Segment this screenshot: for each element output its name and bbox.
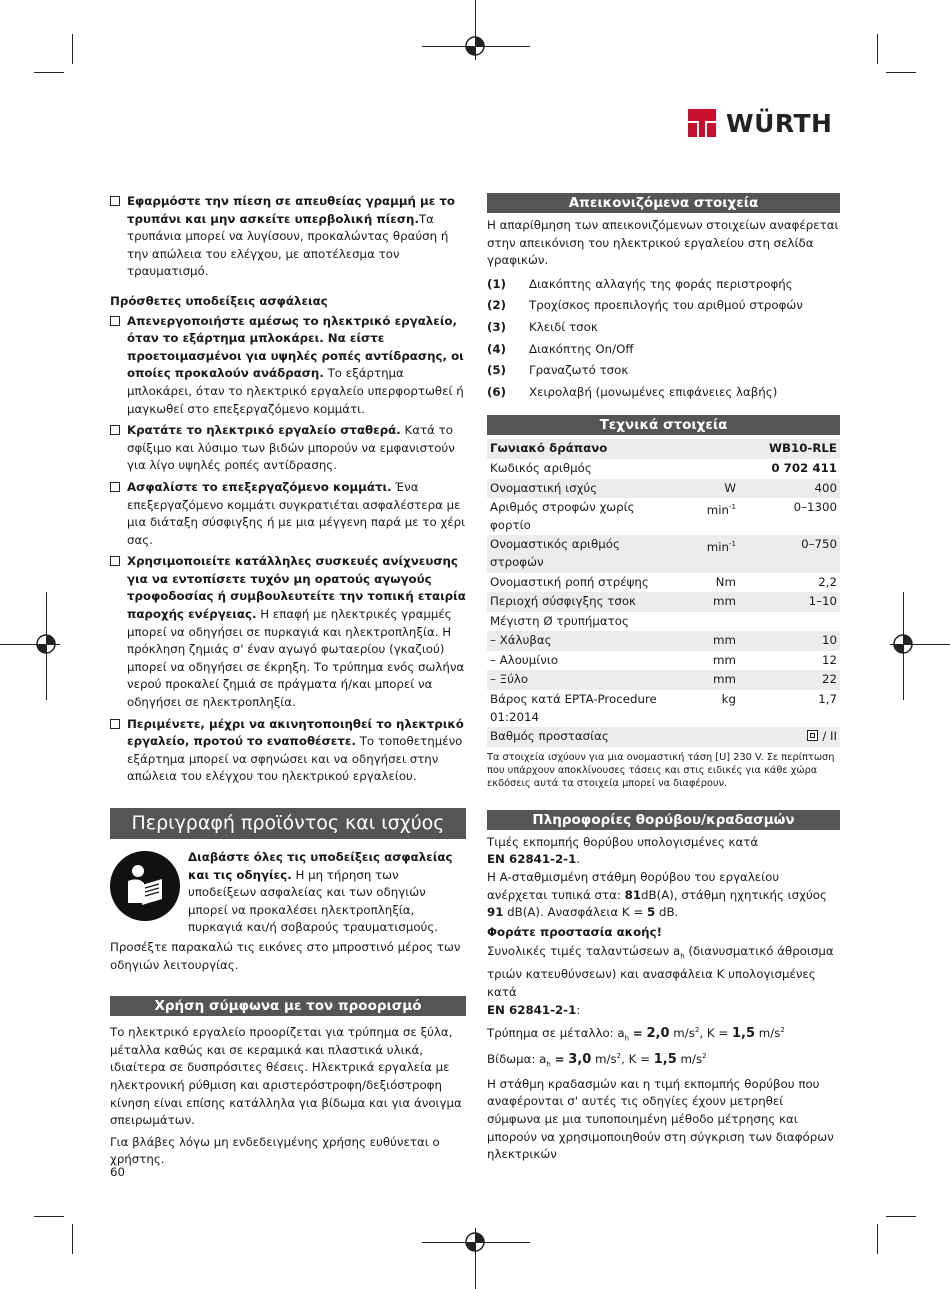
tech-label: Βαθμός προστασίας [487,727,673,747]
tech-unit: mm [673,631,739,651]
crop-mark [886,1216,916,1217]
table-row [487,670,840,690]
table-row [487,535,840,572]
read-instructions-block [110,849,466,937]
tech-label: Ονομαστική ροπή στρέψης [490,574,649,589]
paragraph: Το ηλεκτρικό εργαλείο προορίζεται για τρύπημα σε ξύλα, μέταλλα καθώς και σε κεραμικά και πλαστικά υλικά, ιδιαίτερα σε δυσπρόσιτες θέσεις. Ηλεκτρικά εργαλεία με ηλεκτρονική ρύθμιση και αριστερόστροφη/δεξιόστροφη κίνηση είναι επίσης κατάλληλα για βίδωμα και για άνοιγμα σπειρωμάτων. [110,1025,462,1128]
noise-text: dB. [655,905,679,920]
tech-unit: mm [713,652,736,667]
noise-lpa: 81 [624,887,642,902]
table-row [487,631,840,651]
bullet-bold-text: Εφαρμόστε την πίεση σε απευθείας γραμμή με το τρυπάνι και μην ασκείτε υπερβολική πίεση. [127,194,456,226]
tech-value: / II [739,727,840,747]
checkbox-bullet-icon [110,719,120,729]
page-number: 60 [110,1165,126,1179]
tech-unit: mm [673,592,739,612]
crop-mark [72,1224,73,1254]
item-label: Διακόπτης On/Off [529,341,634,356]
tech-label: Κωδικός αριθμός [490,460,592,475]
tech-value: 2,2 [818,574,837,589]
list-item [487,274,840,296]
bullet-text: Η επαφή με ηλεκτρικές γραμμές μπορεί να οδηγήσει σε πυρκαγιά και ηλεκτροπληξία. Η πρόκληση ζημιάς σ' έναν αγωγό φωταερίου (γκαζιού) μπορεί να οδηγήσει σε έκρηξη. Το τρύπημα ενός σωλήνα νερού προκαλεί ζημιά σε πράγματα ή/και μπορεί να οδηγήσει σε ηλεκτροπληξία. [127,607,465,710]
class-ii-icon [807,730,818,741]
tech-value [739,612,840,632]
tech-table [487,439,840,747]
item-number: (5) [487,363,506,378]
list-item [487,295,840,317]
bullet-bold-text: Κρατάτε το ηλεκτρικό εργαλείο σταθερά. [127,423,401,438]
noise-title: Πληροφορίες θορύβου/κραδασμών [487,810,840,830]
bullet-bold-text: Χρησιμοποιείτε κατάλληλες συσκευές ανίχνευσης για να εντοπίσετε τυχόν μη ορατούς αγωγούς τροφοδοσίας ή συμβουλευτείτε την τοπική εταιρία παροχής ενέργειας. [127,554,466,622]
left-column [110,193,466,1169]
tech-label: Αριθμός στροφών χωρίς φορτίο [490,500,635,532]
crop-mark [34,72,64,73]
brand-logo [686,106,842,140]
tech-label: – Αλουμίνιο [490,652,559,667]
bullet-text: Ένα επεξεργαζόμενο κομμάτι συγκρατιέται ασφαλέστερα με μια διάταξη σύσφιγξης ή με μια μέγγενη παρά με το χέρι σας. [127,479,466,547]
paragraph: Η απαρίθμηση των απεικονιζόμενων στοιχείων αναφέρεται στην απεικόνιση του ηλεκτρικού εργαλείου στη σελίδα γραφικών. [487,218,839,268]
tech-value: 10 [739,631,840,651]
table-row [487,459,840,479]
item-number: (1) [487,276,506,291]
tech-label: Γωνιακό δράπανο [487,439,673,459]
noise-text: dB(A), στάθμη ηχητικής ισχύος [641,887,827,902]
item-number: (3) [487,319,506,334]
registration-mark-icon [34,632,58,656]
bullet-text: Κατά το σφίξιμο και λύσιμο των βιδών μπορούν να εμφανιστούν για λίγο υψηλές ροπές αντίδρασης. [127,423,455,473]
paragraph: Για βλάβες λόγω μη ενδεδειγμένης χρήσης ευθύνεται ο χρήστης. [110,1134,440,1167]
wurth-logo-icon [686,107,718,139]
tech-value: 1,7 [818,692,837,707]
table-row [487,439,840,459]
item-label: Τροχίσκος προεπιλογής του αριθμού στροφών [529,298,803,313]
noise-intro: Τιμές εκπομπής θορύβου υπολογισμένες κατά [487,834,759,849]
noise-lwa: 91 [487,905,504,920]
read-bold-text: Διαβάστε όλες τις υποδείξεις ασφαλείας και τις οδηγίες. [188,850,453,882]
table-row [487,651,840,671]
item-number: (2) [487,298,506,313]
tech-label: – Χάλυβας [487,631,673,651]
list-item [487,339,840,361]
vib-text: Συνολικές τιμές ταλαντώσεων a [487,944,681,959]
tech-value: WB10-RLE [739,439,840,459]
list-item [487,382,840,404]
tech-unit: Nm [715,574,736,589]
bullet-text: Το τοποθετημένο εξάρτημα μπορεί να σφηνώσει και να οδηγήσει στην απώλεια του ελέγχου του ηλεκτρικού εργαλείου. [127,734,463,784]
checkbox-bullet-icon [110,482,120,492]
tech-unit: kg [721,692,736,707]
checkbox-bullet-icon [110,196,120,206]
tech-title: Τεχνικά στοιχεία [487,415,840,435]
read-instructions-text [188,849,466,937]
list-item [110,716,466,786]
item-label: Χειρολαβή (μονωμένες επιφάνειες λαβής) [529,384,778,399]
registration-mark-icon [463,1230,487,1254]
crop-mark [886,72,916,73]
table-row [487,573,840,593]
bullet-text: Το εξάρτημα μπλοκάρει, όταν το ηλεκτρικό εργαλείο υπερφορτωθεί ή μαγκωθεί στο επεξεργαζόμενο κομμάτι. [127,366,464,416]
brand-name: WÜRTH [726,108,833,138]
tech-unit [673,727,739,747]
list-item [110,422,466,475]
crop-mark [877,34,878,64]
tech-label: Μέγιστη Ø τρυπήματος [490,613,629,628]
noise-k: 5 [647,905,656,920]
ear-protection: Φοράτε προστασία ακοής! [487,924,662,939]
tech-unit: $\min^{-1}$ [706,503,736,518]
item-label: Γραναζωτό τσοκ [529,363,629,378]
list-item [110,193,466,281]
tech-unit: mm [673,670,739,690]
item-number: (4) [487,341,506,356]
tech-note: Τα στοιχεία ισχύουν για μια ονομαστική τάση [U] 230 V. Σε περίπτωση που υπάρχουν αποκλίνουσες τάσεις και στις ειδικές για κάθε χώρα εκδόσεις αυτά τα στοιχεία μπορεί να διαφέρουν. [487,751,835,789]
tech-unit: W [673,479,739,499]
checkbox-bullet-icon [110,316,120,326]
vib-k: 1,5 [731,1026,755,1042]
item-label: Διακόπτης αλλαγής της φοράς περιστροφής [529,276,793,291]
bullet-bold-text: Ασφαλίστε το επεξεργαζόμενο κομμάτι. [127,479,392,494]
list-item [110,553,466,711]
table-row [487,690,840,727]
standard-ref: EN 62841-2-1 [487,1002,577,1017]
bullet-text: Τα τρυπάνια μπορεί να λυγίσουν, προκαλώντας θραύση ή την απώλεια του ελέγχου, με αποτέλεσμα τον τραυματισμό. [127,211,449,279]
tech-unit [673,439,739,459]
vib-value: 3,0 [568,1051,592,1067]
list-item [110,479,466,549]
table-row [487,727,840,747]
components-title: Απεικονιζόμενα στοιχεία [487,193,840,213]
tech-value: 400 [739,479,840,499]
tech-value: 12 [821,652,837,667]
paragraph: Τιμές εκπομπής θορύβου υπολογισμένες κατά EN 62841-2-1. [487,834,759,867]
section-title: Περιγραφή προϊόντος και ισχύος [110,808,466,839]
tech-value: 0 702 411 [771,460,837,475]
bullet-bold-text: Περιμένετε, μέχρι να ακινητοποιηθεί το ηλεκτρικό εργαλείο, προτού το εναποθέσετε. [127,716,464,749]
crop-mark [34,1216,64,1217]
tech-label: Ονομαστικός αριθμός στροφών [487,535,673,572]
standard-ref: EN 62841-2-1 [487,852,577,867]
crop-mark [877,1224,878,1254]
checkbox-bullet-icon [110,425,120,435]
intended-use-title: Χρήση σύμφωνα με τον προορισμό [110,996,466,1016]
tech-unit: $\min^{-1}$ [673,535,739,572]
item-number: (6) [487,384,506,399]
registration-mark-icon [891,632,915,656]
tech-label: Ονομαστική ισχύς [487,479,673,499]
checkbox-bullet-icon [110,556,120,566]
vib-metal: Τρύπημα σε μέταλλο: $a_h = 2,0$ $m/s^2$, K = 1,5 $m/s^2$ [487,1026,785,1043]
table-row [487,479,840,499]
noise-text: Η A-σταθμισμένη στάθμη θορύβου του εργαλείου ανέρχεται τυπικά στα: [487,870,780,902]
tech-label: Περιοχή σύσφιγξης τσοκ [487,592,673,612]
subheading: Πρόσθετες υποδείξεις ασφάλειας [110,293,328,308]
vib-text: Βίδωμα: a [487,1051,547,1066]
tech-value: 0–1300 [793,500,837,515]
read-manual-icon [110,851,180,921]
tech-label: – Ξύλο [487,670,673,690]
bullet-bold-text: Απενεργοποιήστε αμέσως το ηλεκτρικό εργαλείο, όταν το εξάρτημα μπλοκάρει. Να είστε προετοιμασμένοι για υψηλές ροπές αντίδρασης, οι οποίες προκαλούν ανάδραση. [127,313,464,381]
paragraph [487,869,840,922]
tech-unit [673,612,739,632]
table-row [487,498,840,535]
tech-value: 22 [739,670,840,690]
registration-mark-icon [463,34,487,58]
vib-text: Τρύπημα σε μέταλλο: a [487,1026,625,1041]
crop-mark [72,34,73,64]
list-item [110,313,466,419]
vib-text: (διανυσματικό άθροισμα τριών κατευθύνσεων) και ανασφάλεια K υπολογισμένες κατά [487,944,834,999]
table-row [487,592,840,612]
list-item [487,317,840,339]
vib-screw: Βίδωμα: $a_h = 3,0$ $m/s^2$, K = 1,5 $m/s^2$ [487,1051,707,1069]
paragraph: Προσέξτε παρακαλώ τις εικόνες στο μπροστινό μέρος των οδηγιών λειτουργίας. [110,939,461,972]
item-label: Κλειδί τσοκ [529,319,598,334]
vib-k: 1,5 [653,1051,677,1067]
right-column [487,193,840,1164]
noise-text: dB(A). Ανασφάλεια K = [503,905,647,920]
tech-label: Βάρος κατά EPTA-Procedure 01:2014 [490,692,657,724]
tech-value: 0–750 [739,535,840,572]
tech-unit [673,459,739,479]
vib-value: 2,0 [646,1026,670,1042]
table-row [487,612,840,632]
list-item [487,360,840,382]
read-text: Η μη τήρηση των υποδείξεων ασφαλείας και των οδηγιών μπορεί να προκαλέσει ηλεκτροπληξία, πυρκαγιά και/ή σοβαρούς τραυματισμούς. [188,867,439,935]
paragraph: Η στάθμη κραδασμών και η τιμή εκπομπής θορύβου που αναφέρονται σ' αυτές τις οδηγίες έχουν μετρηθεί σύμφωνα με μια τυποποιημένη μέθοδο μέτρησης και μπορούν να χρησιμοποιηθούν στη σύγκριση των διαφόρων ηλεκτρικών [487,1076,834,1162]
components-list [487,274,840,404]
tech-value: 1–10 [739,592,840,612]
paragraph: Συνολικές τιμές ταλαντώσεων $a_h$ (διανυσματικό άθροισμα τριών κατευθύνσεων) και ανασφάλεια K υπολογισμένες κατά EN 62841-2-1: [487,944,834,1017]
